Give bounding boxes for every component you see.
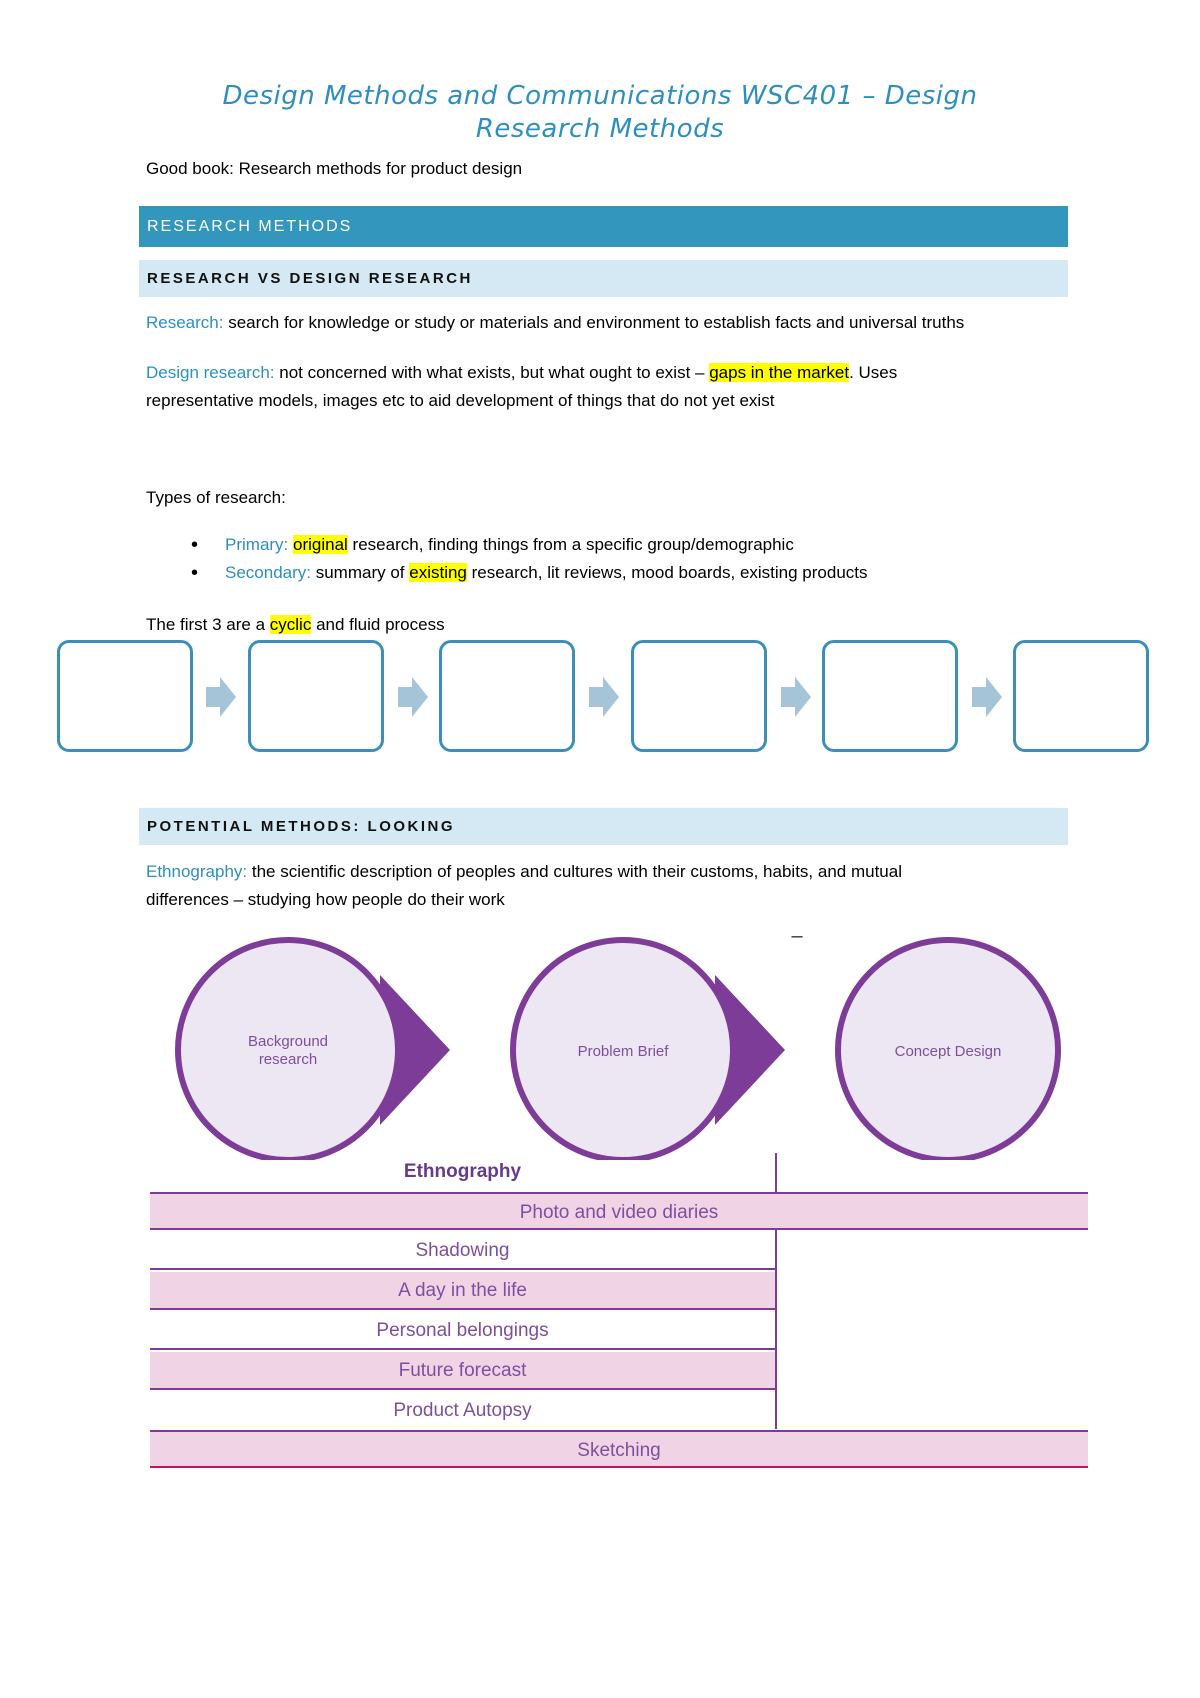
research-text: search for knowledge or study or materials and environment to establish facts and universal truths <box>223 313 965 332</box>
cyclic-before: The first 3 are a <box>146 615 270 634</box>
research-definition <box>146 309 1146 337</box>
section-research-methods: RESEARCH METHODS <box>139 206 1068 247</box>
design-research-highlight: gaps in the market <box>709 363 850 382</box>
methods-row-future-forecast: Future forecast <box>150 1352 775 1390</box>
methods-table <box>150 1153 1088 1473</box>
cyclic-note <box>146 611 445 639</box>
process-box-3 <box>439 640 575 752</box>
types-heading: Types of research: <box>146 488 286 507</box>
type-primary-highlight: original <box>293 535 348 554</box>
stage-3-label: Concept Design <box>894 1043 1002 1060</box>
good-book-note: Good book: Research methods for product design <box>146 159 523 178</box>
section-research-vs-design: RESEARCH VS DESIGN RESEARCH <box>139 260 1068 297</box>
process-arrow-5 <box>972 677 1002 717</box>
process-box-2 <box>248 640 384 752</box>
methods-row-ethnography: Ethnography <box>403 1161 522 1182</box>
methods-row-shadowing: Shadowing <box>150 1232 775 1270</box>
type-primary <box>146 531 1146 559</box>
methods-row-photo-video-diaries: Photo and video diaries <box>150 1192 1088 1230</box>
methods-row-sketching: Sketching <box>150 1430 1088 1468</box>
title-line-1: Design Methods and Communications WSC401 – Design <box>222 81 978 111</box>
stage-1-label-line1: Background <box>247 1033 329 1050</box>
ethnography-line2: differences – studying how people do their work <box>146 890 505 909</box>
process-diagram <box>0 920 1200 1160</box>
stage-1-label-line2: research <box>258 1051 318 1068</box>
type-secondary <box>146 559 1146 587</box>
methods-row-day-in-life: A day in the life <box>150 1272 775 1310</box>
ethnography-label: Ethnography: <box>146 862 248 881</box>
types-list <box>146 531 1146 587</box>
process-arrow-2 <box>398 677 428 717</box>
process-box-6 <box>1013 640 1149 752</box>
cyclic-after: and fluid process <box>311 615 445 634</box>
design-research-definition <box>146 359 1146 415</box>
type-primary-label: Primary: <box>225 535 289 554</box>
type-primary-text: research, finding things from a specific group/demographic <box>347 535 794 554</box>
process-arrow-4 <box>781 677 811 717</box>
cyclic-highlight: cyclic <box>269 615 312 634</box>
stage-background-research <box>178 940 450 1160</box>
diagram-dash: – <box>791 925 803 947</box>
type-secondary-text: research, lit reviews, mood boards, existing products <box>466 563 868 582</box>
section-potential-methods: POTENTIAL METHODS: LOOKING <box>139 808 1068 845</box>
process-arrow-3 <box>589 677 619 717</box>
methods-row-personal-belongings: Personal belongings <box>150 1312 775 1350</box>
type-secondary-highlight: existing <box>409 563 467 582</box>
process-box-1 <box>57 640 193 752</box>
design-research-text-after: . Uses <box>849 363 898 382</box>
title-line-2: Research Methods <box>475 114 725 144</box>
type-secondary-pre: summary of <box>311 563 410 582</box>
methods-row-product-autopsy: Product Autopsy <box>393 1400 532 1421</box>
stage-2-label: Problem Brief <box>577 1043 669 1060</box>
design-research-label: Design research: <box>146 363 275 382</box>
design-research-line2: representative models, images etc to aid development of things that do not yet exist <box>146 391 775 410</box>
design-research-text: not concerned with what exists, but what ought to exist – <box>274 363 710 382</box>
research-label: Research: <box>146 313 224 332</box>
ethnography-text: the scientific description of peoples and cultures with their customs, habits, and mutual <box>247 862 902 881</box>
process-box-4 <box>631 640 767 752</box>
type-secondary-label: Secondary: <box>225 563 311 582</box>
process-box-5 <box>822 640 958 752</box>
process-arrow-1 <box>206 677 236 717</box>
document-title <box>140 80 1060 146</box>
ethnography-definition <box>146 858 1146 914</box>
stage-problem-brief <box>513 940 785 1160</box>
stage-concept-design <box>838 940 1058 1160</box>
